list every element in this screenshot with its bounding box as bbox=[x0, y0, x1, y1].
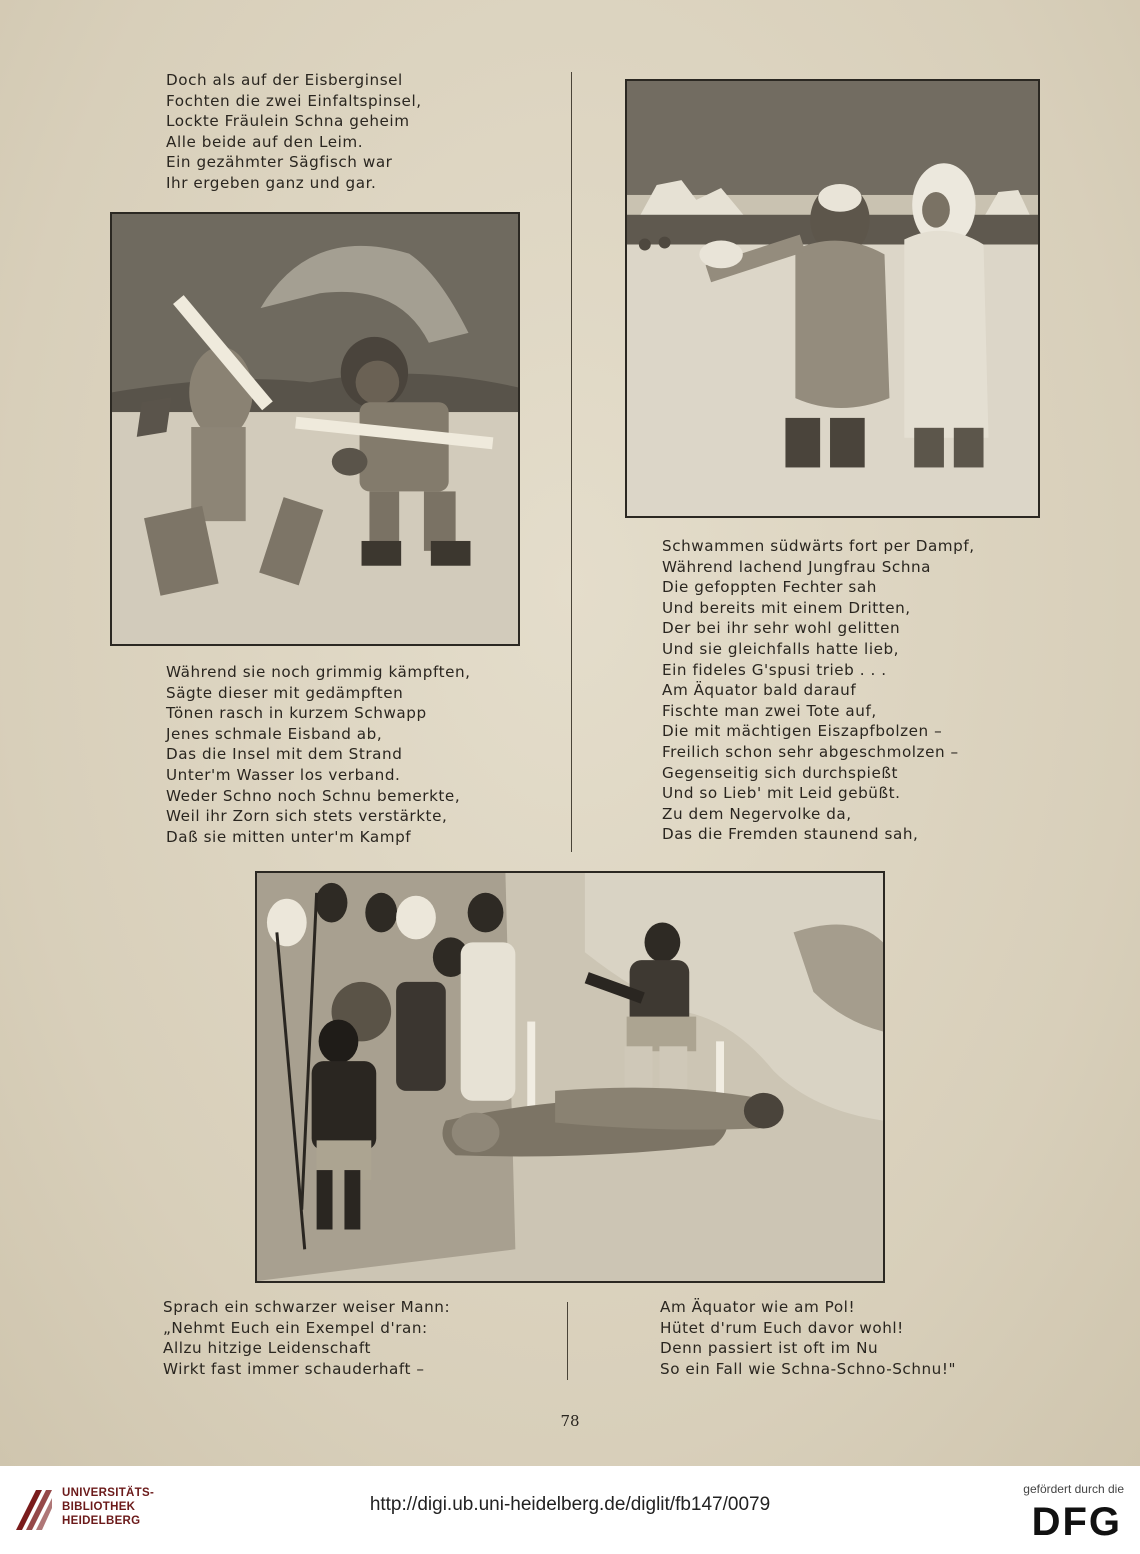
verse-line: Zu dem Negervolke da, bbox=[662, 804, 852, 823]
verse-line: Wirkt fast immer schauderhaft – bbox=[163, 1359, 425, 1378]
illustration-icebergs bbox=[625, 79, 1040, 518]
verse-bottom-left bbox=[163, 1297, 450, 1379]
verse-line: Tönen rasch in kurzem Schwapp bbox=[166, 704, 427, 723]
verse-bottom-right bbox=[660, 1297, 956, 1379]
verse-line: Und so Lieb' mit Leid gebüßt. bbox=[662, 784, 901, 803]
verse-line: So ein Fall wie Schna-Schno-Schnu!" bbox=[660, 1359, 957, 1378]
verse-line: Alle beide auf den Leim. bbox=[166, 132, 364, 151]
verse-line: Allzu hitzige Leidenschaft bbox=[163, 1339, 371, 1358]
verse-line: Doch als auf der Eisberginsel bbox=[166, 71, 403, 89]
verse-line: Während lachend Jungfrau Schna bbox=[662, 557, 932, 576]
verse-line: Die gefoppten Fechter sah bbox=[662, 578, 877, 597]
verse-line: Der bei ihr sehr wohl gelitten bbox=[662, 619, 901, 638]
verse-line: Das die Fremden staunend sah, bbox=[662, 825, 919, 844]
library-name-line: HEIDELBERG bbox=[62, 1515, 141, 1527]
digitization-footer bbox=[0, 1466, 1140, 1554]
verse-line: Ein fideles G'spusi trieb . . . bbox=[662, 660, 887, 679]
verse-line: Am Äquator wie am Pol! bbox=[660, 1298, 856, 1316]
verse-line: Sägte dieser mit gedämpften bbox=[166, 683, 404, 702]
verse-line: Und bereits mit einem Dritten, bbox=[662, 598, 911, 617]
verse-line: Gegenseitig sich durchspießt bbox=[662, 763, 898, 782]
verse-line: Weil ihr Zorn sich stets verstärkte, bbox=[166, 807, 448, 826]
column-divider-upper bbox=[571, 72, 572, 852]
verse-line: „Nehmt Euch ein Exempel d'ran: bbox=[163, 1318, 428, 1337]
verse-line: Ihr ergeben ganz und gar. bbox=[166, 173, 377, 192]
verse-line: Die mit mächtigen Eiszapfbolzen – bbox=[662, 722, 943, 741]
verse-line: Das die Insel mit dem Strand bbox=[166, 745, 403, 764]
verse-top-left bbox=[166, 70, 422, 194]
verse-line: Freilich schon sehr abgeschmolzen – bbox=[662, 742, 959, 761]
funding-note: gefördert durch die bbox=[1023, 1482, 1124, 1496]
verse-line: Sprach ein schwarzer weiser Mann: bbox=[163, 1298, 451, 1316]
verse-line: Jenes schmale Eisband ab, bbox=[166, 724, 383, 743]
illustration-tribe bbox=[255, 871, 885, 1283]
dfg-logo: DFG bbox=[1031, 1500, 1122, 1544]
library-name-line: UNIVERSITÄTS- bbox=[62, 1487, 155, 1499]
page-number: 78 bbox=[560, 1412, 580, 1430]
illustration-eskimo-fight bbox=[110, 212, 520, 646]
source-url-link[interactable]: http://digi.ub.uni-heidelberg.de/diglit/fb147/0079 bbox=[369, 1494, 771, 1515]
verse-middle-left bbox=[166, 662, 471, 847]
verse-line: Fochten die zwei Einfaltspinsel, bbox=[166, 91, 422, 110]
verse-line: Weder Schno noch Schnu bemerkte, bbox=[166, 786, 461, 805]
verse-line: Und sie gleichfalls hatte lieb, bbox=[662, 639, 900, 658]
verse-line: Während sie noch grimmig kämpften, bbox=[166, 663, 471, 681]
column-divider-lower bbox=[567, 1302, 568, 1380]
verse-line: Am Äquator bald darauf bbox=[662, 681, 857, 700]
verse-line: Hütet d'rum Euch davor wohl! bbox=[660, 1318, 904, 1337]
verse-line: Fischte man zwei Tote auf, bbox=[662, 701, 877, 720]
verse-line: Daß sie mitten unter'm Kampf bbox=[166, 827, 412, 846]
library-name-line: BIBLIOTHEK bbox=[62, 1501, 136, 1513]
verse-line: Unter'm Wasser los verband. bbox=[166, 765, 401, 784]
verse-line: Schwammen südwärts fort per Dampf, bbox=[662, 537, 975, 555]
verse-line: Lockte Fräulein Schna geheim bbox=[166, 112, 410, 131]
verse-right bbox=[662, 536, 975, 845]
verse-line: Ein gezähmter Sägfisch war bbox=[166, 153, 393, 172]
verse-line: Denn passiert ist oft im Nu bbox=[660, 1339, 879, 1358]
